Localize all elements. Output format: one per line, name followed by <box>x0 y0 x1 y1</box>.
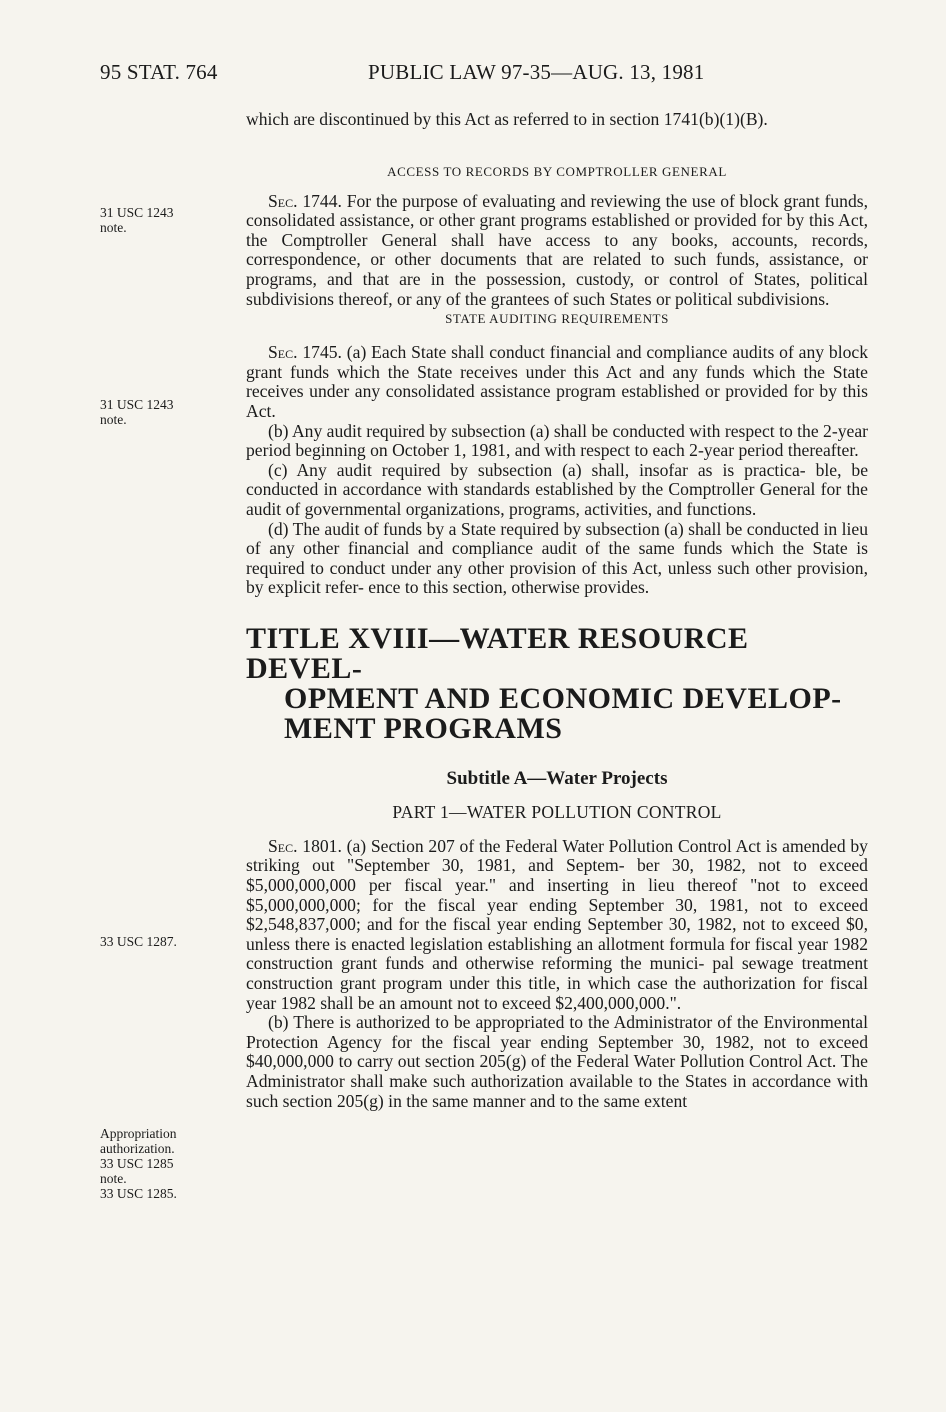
intro-paragraph: which are discontinued by this Act as referred to in section 1741(b)(1)(B). <box>246 109 768 129</box>
margin-note: 31 USC 1243 note. <box>100 397 174 427</box>
sec-1745-a-paragraph: Sec. 1745. (a) Each State shall conduct financial and compliance audits of any block grant funds which the State receives under this Act and any funds which the State receives under any consolidated assistance program established or provided for by this Act. <box>246 342 868 421</box>
sec-1745-b-paragraph: (b) Any audit required by subsection (a) shall be conducted with respect to the 2-year period beginning on October 1, 1981, and with respect to each 2-year period thereafter. <box>246 420 868 461</box>
section-heading: ACCESS TO RECORDS BY COMPTROLLER GENERAL <box>387 163 727 179</box>
subtitle-heading: Subtitle A—Water Projects <box>446 767 668 789</box>
margin-note: 33 USC 1287. <box>100 934 177 949</box>
sec-1745-c-paragraph: (c) Any audit required by subsection (a) shall, insofar as is practica- ble, be conducted in accordance with standards established by the Comptroller General for the audit of governmental organizations, programs, activities, and functions. <box>246 459 869 519</box>
page-stat-number: 95 STAT. 764 <box>100 60 218 84</box>
running-header: PUBLIC LAW 97-35—AUG. 13, 1981 <box>368 60 705 84</box>
sec-1801-b-paragraph: (b) There is authorized to be appropriated to the Administrator of the Environmental Protection Agency for the fiscal year ending September 30, 1982, not to exceed $40,000,000 to carry out section 205(g) of the Federal Water Pollution Control Act. The Administrator shall make such authorization available to the States in accordance with such section 205(g) in the same manner and to the same extent <box>246 1012 869 1111</box>
main-text-column <box>246 110 868 1111</box>
margin-note: Appropriation authorization. 33 USC 1285 note. 33 USC 1285. <box>100 1126 177 1201</box>
part-heading: PART 1—WATER POLLUTION CONTROL <box>392 801 722 822</box>
sec-1744-paragraph: Sec. 1744. For the purpose of evaluating and reviewing the use of block grant funds, consolidated assistance, or other grant programs established or provided for by this Act, the Comptroller General shall have access to any books, accounts, records, correspondence, or other documents that are related to such funds, assistance, or programs, and that are in the possession, custody, or control of States, political subdivisions thereof, or any of the grantees of such States or political subdivisions. <box>246 190 869 309</box>
sec-1801-a-paragraph: Sec. 1801. (a) Section 207 of the Federal Water Pollution Control Act is amended by striking out "September 30, 1981, and Septem- ber 30, 1982, not to exceed $5,000,000,000 per fiscal year." and inserting in lieu thereof "not to exceed $5,000,000,000; for the fiscal year ending September 30, 1981, not to exceed $2,548,837,000; and for the fiscal year ending September 30, 1982, not to exceed $0, unless there is enacted legislation establishing an allotment formula for fiscal year 1982 construction grant funds and otherwise reforming the munici- pal sewage treatment construction grant program under this title, in which case the authorization for fiscal year 1982 shall be an amount not to exceed $2,400,000,000.". <box>246 835 869 1013</box>
sec-1745-d-paragraph: (d) The audit of funds by a State required by subsection (a) shall be conducted in lieu of any other financial and compliance audit of the same funds which the State is required to conduct under any other provision of this Act, unless such other provision, by explicit refer- ence to this section, otherwise provides. <box>246 518 868 598</box>
title-xviii-heading: TITLE XVIII—WATER RESOURCE DEVEL- OPMENT AND ECONOMIC DEVELOP- MENT PROGRAMS <box>246 621 842 745</box>
margin-note: 31 USC 1243 note. <box>100 205 174 235</box>
section-heading: STATE AUDITING REQUIREMENTS <box>445 311 669 327</box>
